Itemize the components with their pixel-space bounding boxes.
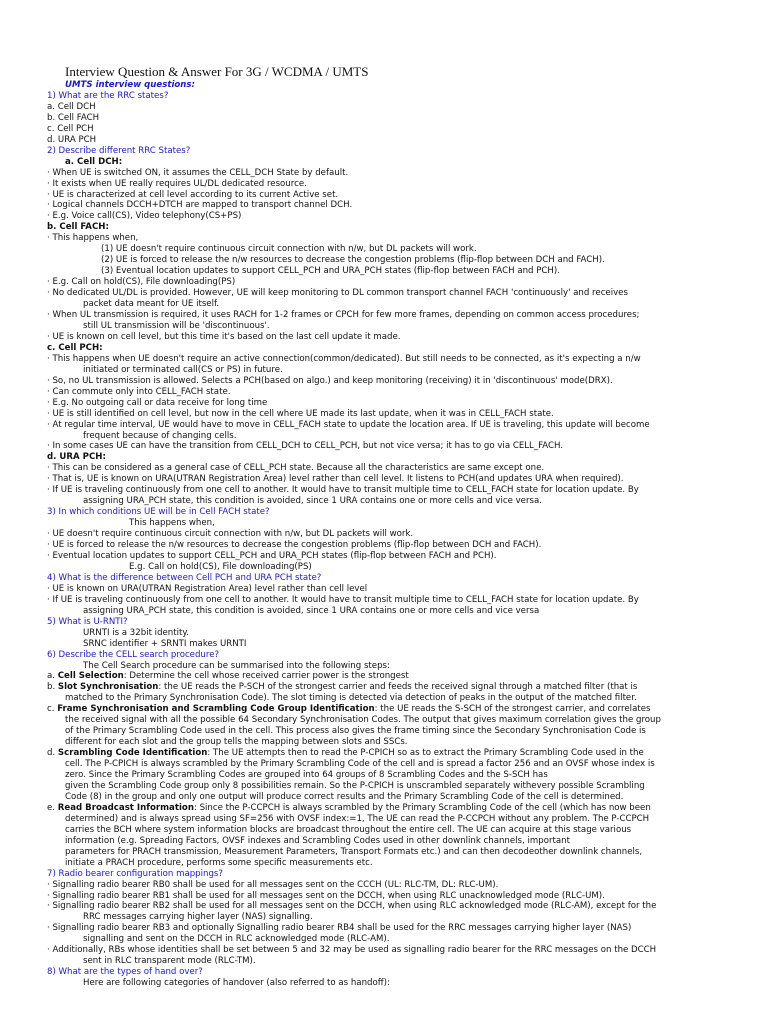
text-line: · At regular time interval, UE would have to move in CELL_FACH state to update the location area. If UE is traveling, this update will become [47,420,707,431]
text-line: different for each slot and the group tells the mapping between slots and SSCs. [65,737,408,748]
text-line [47,803,707,814]
list-marker: c. [47,704,58,715]
text-line: (3) Eventual location updates to support CELL_PCH and URA_PCH states (flip-flop between FACH and PCH). [101,266,560,277]
text-line: · UE is forced to release the n/w resources to decrease the congestion problems (flip-flop between DCH and FACH). [47,540,707,551]
text-line: · UE is still identified on cell level, but now in the cell where UE made its last update, when it was in CELL_FACH state. [47,409,707,420]
document-subtitle: UMTS interview questions: [65,80,195,90]
text-line: · UE is characterized at cell level according to its current Active set. [47,190,707,201]
text-line: · This can be considered as a general case of CELL_PCH state. Because all the characteristics are same except one. [47,463,707,474]
line-text: : Since the P-CCPCH is always scrambled by the Primary Scrambling Code of the cell (which has now been [193,802,651,813]
line-text: : Determine the cell whose received carrier power is the strongest [123,671,409,682]
text-line: · Logical channels DCCH+DTCH are mapped to transport channel DCH. [47,200,707,211]
text-line: · UE is known on cell level, but this time it's based on the last cell update it made. [47,332,707,343]
text-line: carries the BCH where system information blocks are broadcast throughout the entire cell. The UE can acquire at this stage various [65,824,632,835]
text-line: given the Scrambling Code group only 8 possibilities remain. So the P-CPICH is unscrambled separately withevery possible Scrambling [65,781,645,791]
text-line: packet data meant for UE itself. [83,299,220,310]
text-line: E.g. Call on hold(CS), File downloading(PS) [129,561,312,572]
text-line: · No dedicated UL/DL is provided. However, UE will keep monitoring to DL common transport channel FACH 'continuously' and receives [47,288,707,299]
list-marker: e. [47,802,58,813]
text-line: information (e.g. Spreading Factors, OVSF indexes and Scrambling Codes used in other downlink channels, important [65,835,570,846]
text-line [47,671,707,682]
text-line: c. Cell PCH: [47,342,103,353]
text-line: · In some cases UE can have the transition from CELL_DCH to CELL_PCH, but not vice versa; it has to go via CELL_FACH. [47,441,707,452]
text-line: Here are following categories of handover (also referred to as handoff): [83,978,390,989]
text-line: b. Cell FACH: [47,222,109,233]
text-line: · If UE is traveling continuously from one cell to another. It would have to transit multiple time to CELL_FACH state for location update. By [47,485,707,496]
text-line: initiate a PRACH procedure, performs some specific measurements etc. [65,857,373,868]
text-line: (2) UE is forced to release the n/w resources to decrease the congestion problems (flip-flop between DCH and FACH). [101,255,605,266]
text-line: a. Cell DCH: [65,156,123,167]
text-line: zero. Since the Primary Scrambling Codes are grouped into 64 groups of 8 Scrambling Codes and the S-SCH has [65,770,548,781]
text-line: still UL transmission will be 'discontinuous'. [83,320,270,331]
list-marker: d. [47,748,58,759]
text-line: b. Cell FACH [47,112,100,123]
text-line: of the Primary Scrambling Code used in the cell. This process also gives the frame timing since the Secondary Synchronisation Code is [65,726,646,737]
question-heading: 2) Describe different RRC States? [47,145,191,156]
text-line: d. URA PCH [47,134,97,145]
document-body [47,91,707,989]
bold-term: Cell Selection [57,671,124,682]
text-line: cell. The P-CPICH is always scrambled by the Primary Scrambling Code of the cell and is spread a factor 256 and an OVSF whose index is [65,759,655,770]
text-line: d. URA PCH: [47,452,106,463]
document-title: Interview Question & Answer For 3G / WCDMA / UMTS [65,64,369,79]
text-line: The Cell Search procedure can be summarised into the following steps: [83,660,390,671]
text-line: a. Cell DCH [47,101,96,112]
text-line: frequent because of changing cells. [83,430,237,441]
text-line: · Additionally, RBs whose identities shall be set between 5 and 32 may be used as signalling radio bearer for the RRC messages on the DCCH [47,945,707,956]
text-line: · E.g. Voice call(CS), Video telephony(CS+PS) [47,211,707,222]
text-line: the received signal with all the possible 64 Secondary Synchronisation Codes. The output that gives maximum correlation gives the group [65,715,661,726]
text-line: · Signalling radio bearer RB3 and optionally Signalling radio bearer RB4 shall be used for the RRC messages carrying higher layer (NAS) [47,923,707,934]
text-line: initiated or terminated call(CS or PS) in future. [83,364,283,375]
text-line: sent in RLC transparent mode (RLC-TM). [83,956,256,967]
text-line: This happens when, [129,518,215,529]
text-line [47,704,707,715]
line-text: : the UE reads the P-SCH of the strongest carrier and feeds the received signal through a matched filter (that is [158,682,638,693]
text-line [47,748,707,759]
bold-term: Frame Synchronisation and Scrambling Code Group Identification [57,704,375,715]
text-line: · That is, UE is known on URA(UTRAN Registration Area) level rather than cell level. It listens to PCH(and updates URA when required). [47,474,707,485]
text-line: · Signalling radio bearer RB1 shall be used for all messages sent on the DCCH, when using RLC unacknowledged mode (RLC-UM). [47,891,707,902]
text-line: assigning URA_PCH state, this condition is avoided, since 1 URA contains one or more cells and vice versa. [83,496,542,507]
question-heading: 5) What is U-RNTI? [47,616,128,627]
question-heading: 1) What are the RRC states? [47,90,169,101]
text-line: · Can commute only into CELL_FACH state. [47,387,707,398]
text-line: URNTI is a 32bit identity. [83,627,189,638]
text-line: · This happens when, [47,233,707,244]
text-line: assigning URA_PCH state, this condition is avoided, since 1 URA contains one or more cells and vice versa [83,605,540,616]
bold-term: Scrambling Code Identification [57,748,208,759]
text-line: · Signalling radio bearer RB0 shall be used for all messages sent on the CCCH (UL: RLC-TM, DL: RLC-UM). [47,880,707,891]
question-heading: 3) In which conditions UE will be in Cell FACH state? [47,507,270,518]
question-heading: 6) Describe the CELL search procedure? [47,649,220,660]
text-line: determined) and is always spread using SF=256 with OVSF index:=1, The UE can read the P-CCPCH without any problem. The P-CCPCH [65,813,650,824]
text-line: · When UL transmission is required, it uses RACH for 1-2 frames or CPCH for few more frames, depending on common access procedures; [47,310,707,321]
text-line: · When UE is switched ON, it assumes the CELL_DCH State by default. [47,168,707,179]
text-line: matched to the Primary Synchronisation Code). The slot timing is detected via detection of peaks in the output of the matched filter. [65,693,637,704]
bold-term: Slot Synchronisation [57,682,159,693]
text-line: · UE doesn't require continuous circuit connection with n/w, but DL packets will work. [47,529,707,540]
text-line: · Eventual location updates to support CELL_PCH and URA_PCH states (flip-flop between FACH and PCH). [47,551,707,562]
question-heading: 7) Radio bearer configuration mappings? [47,868,223,879]
line-text: : the UE reads the S-SCH of the strongest carrier, and correlates [374,704,651,715]
text-line: (1) UE doesn't require continuous circuit connection with n/w, but DL packets will work. [101,244,477,255]
text-line: c. Cell PCH [47,123,94,134]
bold-term: Read Broadcast Information [57,802,194,813]
text-line: · It exists when UE really requires UL/DL dedicated resource. [47,179,707,190]
text-line [47,682,707,693]
list-marker: a. [47,671,58,682]
text-line: RRC messages carrying higher layer (NAS) signalling. [83,912,313,923]
text-line: · E.g. Call on hold(CS), File downloading(PS) [47,277,707,288]
question-heading: 8) What are the types of hand over? [47,967,203,978]
text-line: · If UE is traveling continuously from one cell to another. It would have to transit multiple time to CELL_FACH state for location update. By [47,595,707,606]
text-line: · E.g. No outgoing call or data receive for long time [47,398,707,409]
text-line: · UE is known on URA(UTRAN Registration Area) level rather than cell level [47,584,707,595]
text-line: signalling and sent on the DCCH in RLC acknowledged mode (RLC-AM). [83,934,390,945]
text-line: · Signalling radio bearer RB2 shall be used for all messages sent on the DCCH, when using RLC acknowledged mode (RLC-AM), except for the [47,901,707,912]
document-page [47,63,707,989]
text-line: · So, no UL transmission is allowed. Selects a PCH(based on algo.) and keep monitoring (receiving) it in 'discontinuous' mode(DRX). [47,376,707,387]
list-marker: b. [47,682,58,693]
text-line: SRNC identifier + SRNTI makes URNTI [83,638,247,649]
question-heading: 4) What is the difference between Cell PCH and URA PCH state? [47,572,322,583]
text-line: Code (8) in the group and only one output will produce correct results and the Primary Scrambling Code of the cell is determined. [65,791,624,802]
line-text: : The UE attempts then to read the P-CPICH so as to extract the Primary Scrambling Code used in the [207,748,644,759]
text-line: · This happens when UE doesn't require an active connection(common/dedicated). But still needs to be connected, as it's expecting a n/w [47,354,707,365]
text-line: parameters for PRACH transmission, Measurement Parameters, Transport Formats etc.) and can then decodeother downlink channels, [65,846,643,857]
